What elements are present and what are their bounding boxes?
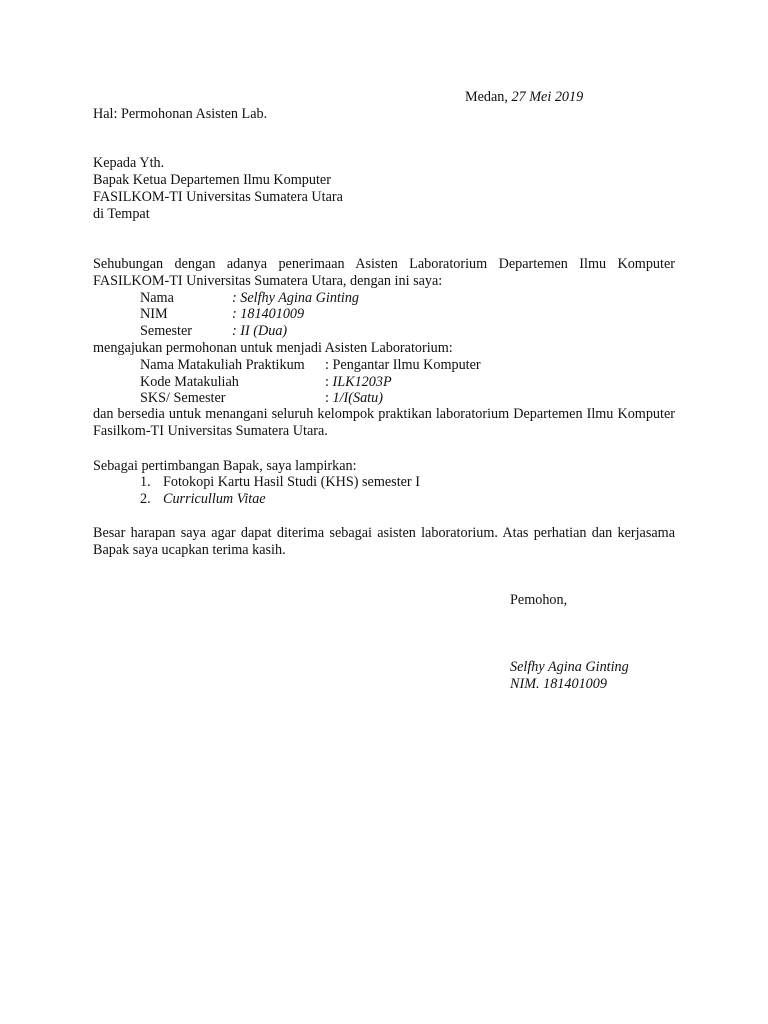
intro-paragraph: Sehubungan dengan adanya penerimaan Asisten Laboratorium Departemen Ilmu Komputer FASILKOM-TI Universitas Sumatera Utara, dengan ini saya:: [93, 256, 675, 289]
course-name-sep: :: [325, 357, 333, 373]
attachment-2-number: 2.: [140, 491, 151, 507]
applicant-nim-label: NIM: [140, 306, 168, 322]
applicant-name-label: Nama: [140, 290, 174, 306]
course-name-text: Pengantar Ilmu Komputer: [332, 357, 481, 373]
course-name-label: Nama Matakuliah Praktikum: [140, 357, 305, 373]
course-sks-value: [325, 390, 383, 406]
signature-nim: NIM. 181401009: [510, 676, 607, 692]
attachments-intro: Sebagai pertimbangan Bapak, saya lampirkan:: [93, 458, 357, 474]
course-code-label: Kode Matakuliah: [140, 374, 239, 390]
request-line: mengajukan permohonan untuk menjadi Asisten Laboratorium:: [93, 340, 453, 356]
applicant-nim-value: : 181401009: [232, 306, 305, 322]
course-code-value: [325, 374, 392, 390]
signature-name: Selfhy Agina Ginting: [510, 659, 629, 675]
date-city: Medan,: [465, 89, 512, 105]
letter-date: [465, 89, 583, 105]
recipient-place: di Tempat: [93, 206, 150, 222]
course-sks-label: SKS/ Semester: [140, 390, 226, 406]
applicant-semester-label: Semester: [140, 323, 193, 339]
course-code-sep: :: [325, 374, 333, 390]
recipient-institution: FASILKOM-TI Universitas Sumatera Utara: [93, 189, 343, 205]
attachment-2-text: Curricullum Vitae: [163, 491, 266, 507]
attachment-1-text: Fotokopi Kartu Hasil Studi (KHS) semester I: [163, 474, 420, 490]
course-name-value: [325, 357, 481, 373]
applicant-name-value: : Selfhy Agina Ginting: [232, 290, 360, 306]
recipient-greeting: Kepada Yth.: [93, 155, 165, 171]
recipient-title: Bapak Ketua Departemen Ilmu Komputer: [93, 172, 331, 188]
course-sks-text: 1/I(Satu): [332, 390, 383, 406]
applicant-semester-value: : II (Dua): [232, 323, 288, 339]
attachment-1-number: 1.: [140, 474, 151, 490]
commitment-paragraph: dan bersedia untuk menangani seluruh kelompok praktikan laboratorium Departemen Ilmu Komputer Fasilkom-TI Universitas Sumatera Utara.: [93, 406, 675, 439]
signature-label: Pemohon,: [510, 592, 568, 608]
date-value: 27 Mei 2019: [511, 89, 584, 105]
closing-paragraph: Besar harapan saya agar dapat diterima sebagai asisten laboratorium. Atas perhatian dan kerjasama Bapak saya ucapkan terima kasih.: [93, 525, 675, 558]
letter-subject: Hal: Permohonan Asisten Lab.: [93, 106, 268, 122]
course-code-text: ILK1203P: [332, 374, 392, 390]
course-sks-sep: :: [325, 390, 333, 406]
